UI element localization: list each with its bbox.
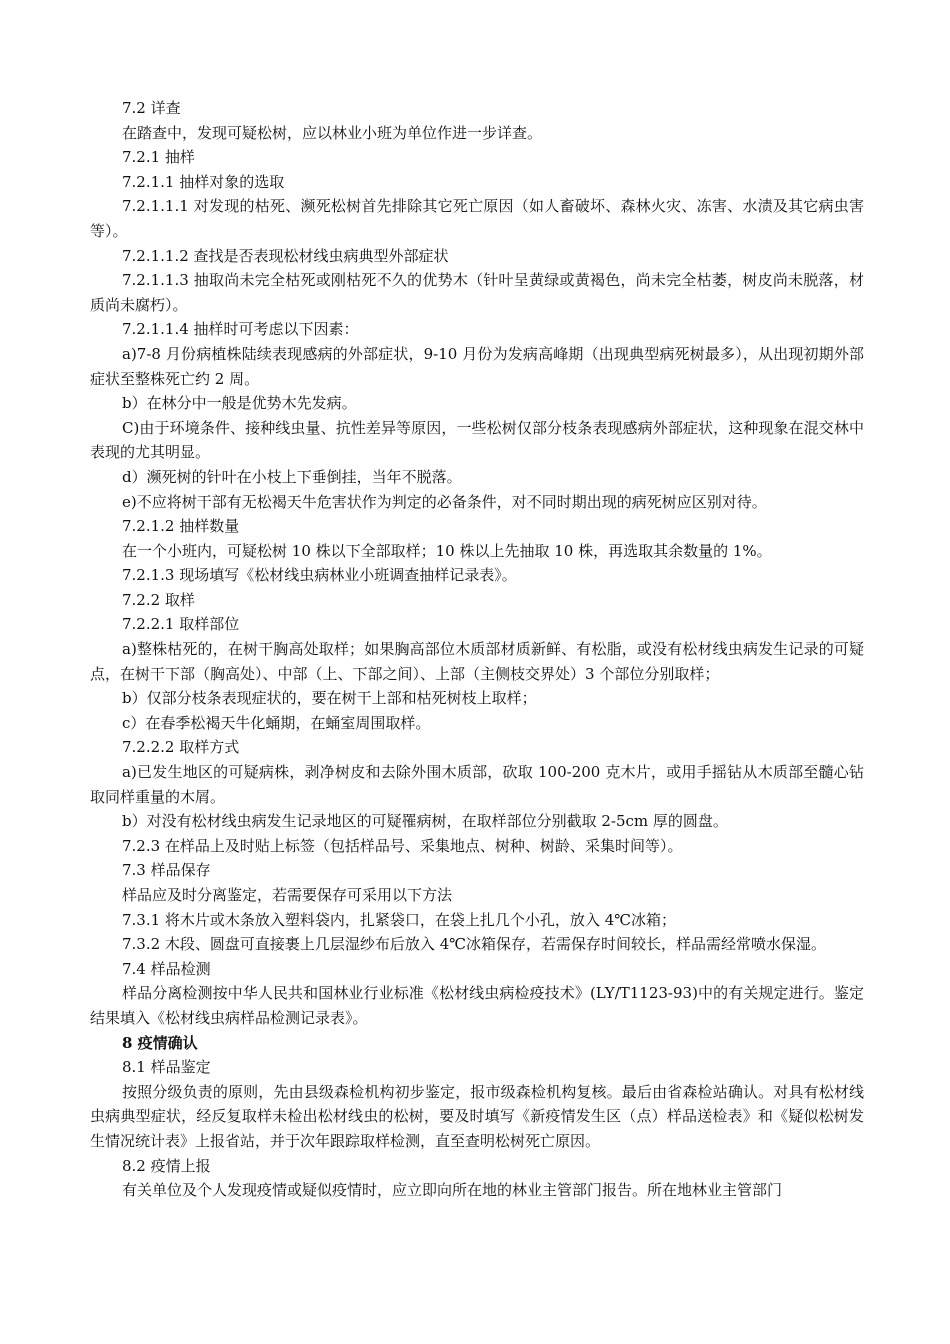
paragraph: 7.2.1.1.2 查找是否表现松材线虫病典型外部症状 (122, 246, 449, 265)
paragraph: e)不应将树干部有无松褐天牛危害状作为判定的必备条件，对不同时期出现的病死树应区别对待。 (122, 492, 767, 511)
paragraph: 有关单位及个人发现疫情或疑似疫情时，应立即向所在地的林业主管部门报告。所在地林业主管部门 (122, 1181, 783, 1200)
paragraph: 7.2 详查 (122, 99, 181, 117)
paragraph: 在踏查中，发现可疑松树，应以林业小班为单位作进一步详查。 (122, 123, 543, 142)
paragraph: 7.2.1.1.3 抽取尚未完全枯死或刚枯死不久的优势木（针叶呈黄绿或黄褐色，尚未完全枯萎，树皮尚未脱落，材质尚未腐朽）。 (90, 271, 864, 314)
paragraph: 7.2.3 在样品上及时贴上标签（包括样品号、采集地点、树种、树龄、采集时间等）。 (122, 836, 683, 855)
paragraph: 按照分级负责的原则，先由县级森检机构初步鉴定，报市级森检机构复核。最后由省森检站确认。对具有松材线虫病典型症状，经反复取样未检出松材线虫的松树，要及时填写《新疫情发生区（点）样品送检表》和《疑似松树发生情况统计表》上报省站，并于次年跟踪取样检测，直至查明松树死亡原因。 (90, 1082, 864, 1150)
paragraph: 7.2.2.2 取样方式 (122, 738, 240, 757)
paragraph: d）濒死树的针叶在小枝上下垂倒挂，当年不脱落。 (122, 467, 462, 486)
paragraph: C)由于环境条件、接种线虫量、抗性差异等原因，一些松树仅部分枝条表现感病外部症状，这种现象在混交林中表现的尤其明显。 (90, 418, 864, 462)
paragraph: 8.2 疫情上报 (122, 1156, 211, 1175)
paragraph: a)整株枯死的，在树干胸高处取样；如果胸高部位木质部材质新鲜、有松脂，或没有松材线虫病发生记录的可疑点，在树干下部（胸高处）、中部（上、下部之间）、上部（主侧枝交界处）3 个部位分别取样； (90, 640, 864, 683)
paragraph: 7.2.1.3 现场填写《松材线虫病林业小班调查抽样记录表》。 (122, 566, 517, 585)
paragraph: a)已发生地区的可疑病株，剥净树皮和去除外围木质部，砍取 100-200 克木片，或用手摇钻从木质部至髓心钻取同样重量的木屑。 (90, 763, 864, 806)
paragraph: 7.4 样品检测 (122, 959, 211, 978)
paragraph: 样品应及时分离鉴定，若需要保存可采用以下方法 (122, 886, 453, 904)
paragraph: 7.2.2 取样 (122, 590, 195, 609)
paragraph: b）对没有松材线虫病发生记录地区的可疑罹病树，在取样部位分别截取 2-5cm 厚的圆盘。 (122, 812, 728, 831)
paragraph: b）仅部分枝条表现症状的，要在树干上部和枯死树枝上取样； (122, 689, 537, 708)
paragraph: 7.2.1.1.4 抽样时可考虑以下因素： (122, 320, 359, 339)
document-body (90, 96, 864, 1203)
paragraph: 7.2.1.1 抽样对象的选取 (122, 172, 285, 191)
paragraph: 样品分离检测按中华人民共和国林业行业标准《松材线虫病检疫技术》(LY/T1123-93)中的有关规定进行。鉴定结果填入《松材线虫病样品检测记录表》。 (90, 984, 864, 1027)
paragraph: 7.2.1 抽样 (122, 148, 195, 167)
paragraph: a)7-8 月份病植株陆续表现感病的外部症状，9-10 月份为发病高峰期（出现典型病死树最多），从出现初期外部症状至整株死亡约 2 周。 (90, 344, 864, 388)
paragraph: 7.3 样品保存 (122, 861, 211, 880)
section-heading: 8 疫情确认 (122, 1033, 198, 1052)
paragraph: 在一个小班内，可疑松树 10 株以下全部取样；10 株以上先抽取 10 株，再选取其余数量的 1%。 (122, 541, 772, 560)
paragraph: c）在春季松褐天牛化蛹期，在蛹室周围取样。 (122, 713, 431, 732)
paragraph: 8.1 样品鉴定 (122, 1058, 211, 1077)
paragraph: 7.3.2 木段、圆盘可直接裹上几层湿纱布后放入 4℃冰箱保存，若需保存时间较长，样品需经常喷水保湿。 (122, 935, 827, 954)
paragraph: 7.2.1.2 抽样数量 (122, 517, 240, 536)
paragraph: b）在林分中一般是优势木先发病。 (122, 394, 357, 413)
paragraph: 7.2.2.1 取样部位 (122, 615, 240, 634)
paragraph: 7.3.1 将木片或木条放入塑料袋内，扎紧袋口，在袋上扎几个小孔，放入 4℃冰箱； (122, 910, 677, 929)
paragraph: 7.2.1.1.1 对发现的枯死、濒死松树首先排除其它死亡原因（如人畜破坏、森林火灾、冻害、水渍及其它病虫害等）。 (90, 197, 864, 240)
